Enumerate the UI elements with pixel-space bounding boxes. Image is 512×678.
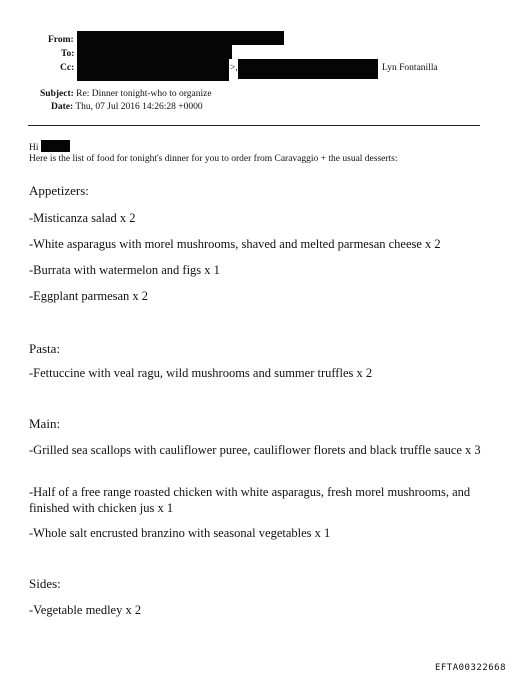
redaction-to bbox=[77, 45, 232, 59]
from-label: From: bbox=[48, 35, 74, 45]
list-item: -Eggplant parmesan x 2 bbox=[29, 289, 149, 303]
date-label: Date: bbox=[51, 102, 74, 112]
redaction-from bbox=[77, 31, 284, 45]
list-item: -Vegetable medley x 2 bbox=[29, 603, 142, 617]
list-item: -Misticanza salad x 2 bbox=[29, 211, 136, 225]
redaction-cc-2 bbox=[238, 59, 378, 79]
list-item: -Half of a free range roasted chicken with white asparagus, fresh morel mushrooms, and finished with chicken jus x 1 bbox=[29, 485, 471, 515]
section-title-pasta: Pasta: bbox=[29, 341, 61, 356]
list-item: -Burrata with watermelon and figs x 1 bbox=[29, 263, 220, 277]
list-item: -Grilled sea scallops with cauliflower puree, cauliflower florets and black truffle sauce x 3 bbox=[29, 443, 481, 457]
document-id: EFTA00322668 bbox=[434, 663, 506, 673]
cc-fragment: >, bbox=[230, 63, 238, 73]
section-title-sides: Sides: bbox=[29, 576, 61, 591]
list-item: -Whole salt encrusted branzino with seasonal vegetables x 1 bbox=[29, 526, 331, 540]
section-title-appetizers: Appetizers: bbox=[29, 183, 89, 198]
subject-line bbox=[40, 88, 212, 100]
section-title-main: Main: bbox=[29, 416, 61, 431]
list-item: -Fettuccine with veal ragu, wild mushrooms and summer truffles x 2 bbox=[29, 366, 373, 380]
subject-label: Subject: bbox=[40, 89, 74, 99]
redaction-cc-1 bbox=[77, 58, 229, 81]
redaction-greeting bbox=[41, 140, 70, 152]
date-line bbox=[51, 101, 203, 113]
list-item: -White asparagus with morel mushrooms, shaved and melted parmesan cheese x 2 bbox=[29, 237, 441, 251]
cc-label: Cc: bbox=[60, 63, 75, 73]
to-label: To: bbox=[61, 49, 75, 59]
greeting: Hi bbox=[29, 143, 39, 153]
date-value: Thu, 07 Jul 2016 14:26:28 +0000 bbox=[75, 102, 203, 112]
subject-value: Re: Dinner tonight-who to organize bbox=[76, 89, 212, 99]
intro-text: Here is the list of food for tonight's dinner for you to order from Caravaggio + the usual desserts: bbox=[29, 154, 398, 164]
header-divider bbox=[28, 125, 480, 126]
cc-name: Lyn Fontanilla bbox=[382, 63, 438, 73]
